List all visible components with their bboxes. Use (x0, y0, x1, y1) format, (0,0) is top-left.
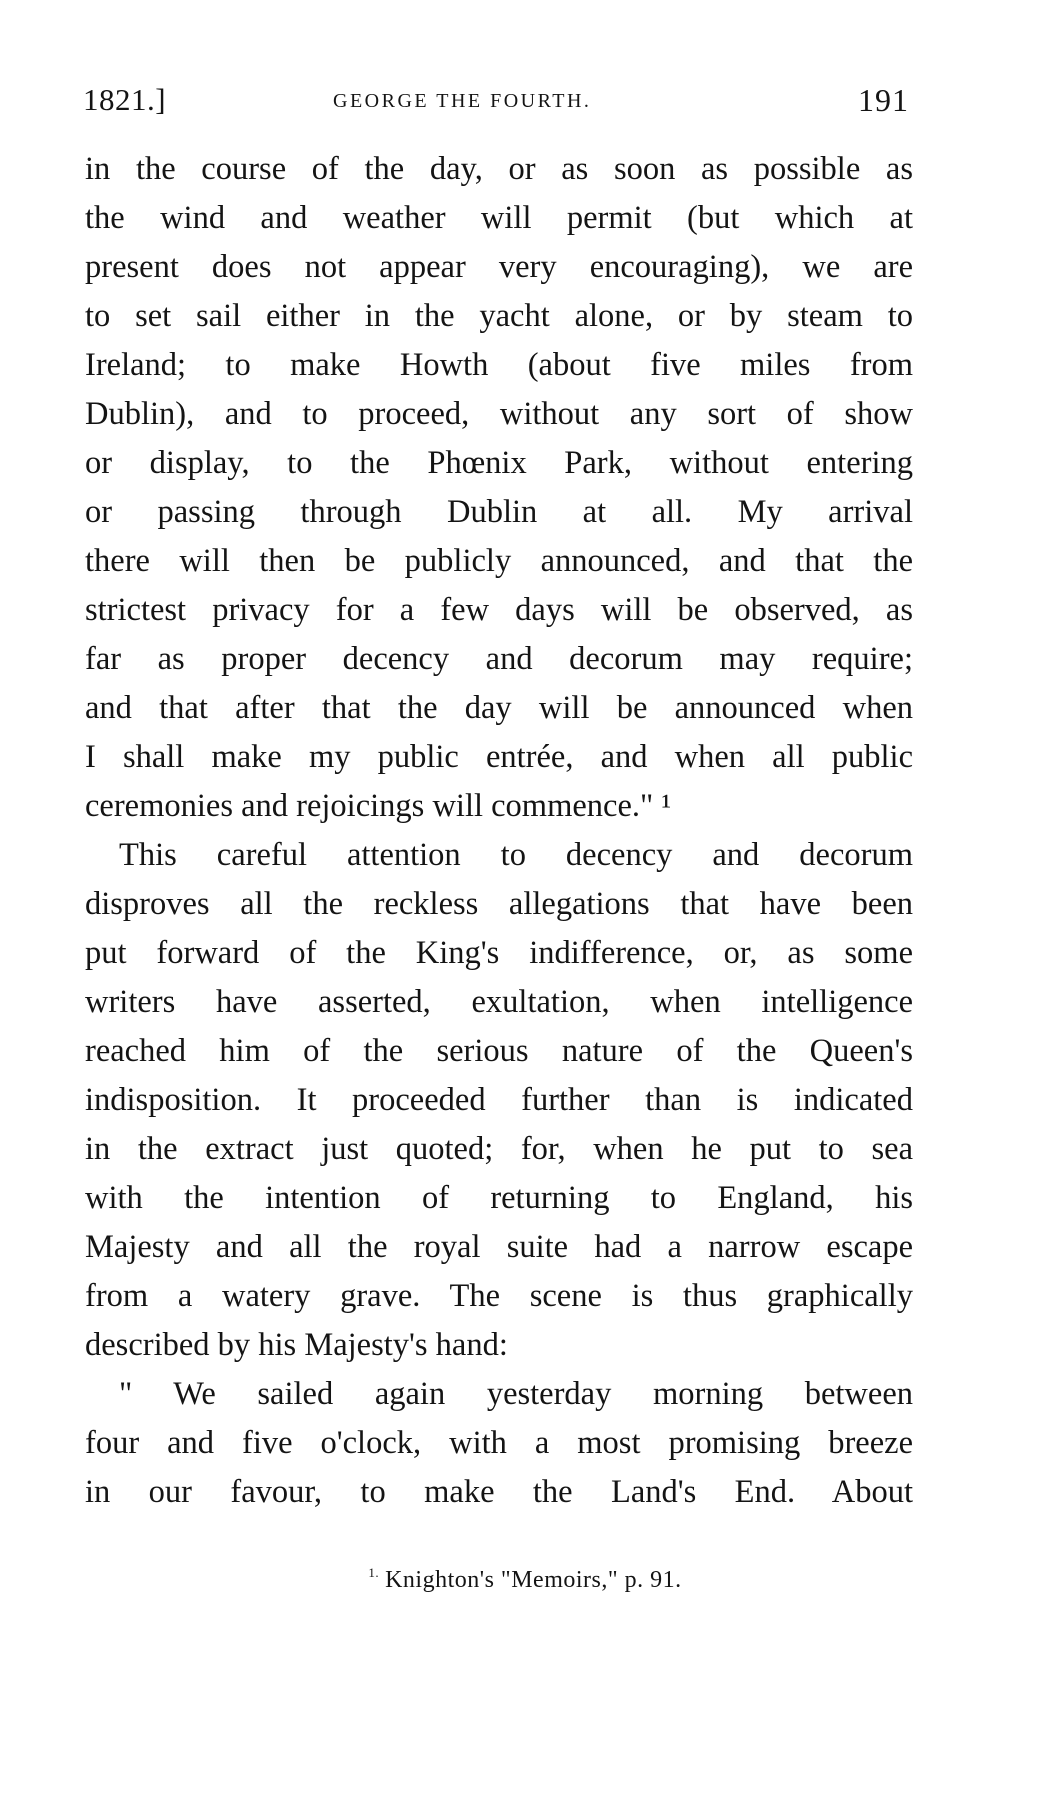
running-header (83, 82, 913, 126)
text-line: present does not appear very encouraging), we are (85, 249, 913, 285)
text-line: with the intention of returning to England, his (85, 1180, 913, 1216)
page-number: 191 (858, 82, 909, 118)
text-line: far as proper decency and decorum may require; (85, 641, 913, 677)
header-date: 1821.] (83, 82, 167, 117)
text-line: in our favour, to make the Land's End. About (85, 1474, 913, 1510)
text-line: I shall make my public entrée, and when all public (85, 739, 913, 775)
footnote (0, 1565, 1050, 1594)
text-line: from a watery grave. The scene is thus graphically (85, 1278, 913, 1314)
text-line: or display, to the Phœnix Park, without entering (85, 445, 913, 481)
text-line: " We sailed again yesterday morning between (119, 1376, 913, 1412)
footnote-mark: 1. (368, 1565, 380, 1580)
text-line: four and five o'clock, with a most promising breeze (85, 1425, 913, 1461)
text-line: there will then be publicly announced, and that the (85, 543, 913, 579)
text-line: reached him of the serious nature of the Queen's (85, 1033, 913, 1069)
text-line: in the extract just quoted; for, when he put to sea (85, 1131, 913, 1167)
text-line: the wind and weather will permit (but which at (85, 200, 913, 236)
footnote-text: Knighton's "Memoirs," p. 91. (385, 1567, 682, 1593)
text-line: strictest privacy for a few days will be observed, as (85, 592, 913, 628)
text-line: ceremonies and rejoicings will commence." ¹ (85, 788, 672, 824)
text-line: This careful attention to decency and decorum (119, 837, 913, 873)
body-text (85, 145, 913, 1517)
text-line: Majesty and all the royal suite had a narrow escape (85, 1229, 913, 1265)
text-line: put forward of the King's indifference, or, as some (85, 935, 913, 971)
text-line: or passing through Dublin at all. My arrival (85, 494, 913, 530)
text-line: and that after that the day will be announced when (85, 690, 913, 726)
text-line: disproves all the reckless allegations that have been (85, 886, 913, 922)
text-line: described by his Majesty's hand: (85, 1327, 508, 1363)
text-line: Ireland; to make Howth (about five miles from (85, 347, 913, 383)
text-line: to set sail either in the yacht alone, or by steam to (85, 298, 913, 334)
text-line: writers have asserted, exultation, when intelligence (85, 984, 913, 1020)
header-running-title: GEORGE THE FOURTH. (333, 90, 592, 112)
text-line: in the course of the day, or as soon as possible as (85, 151, 913, 187)
text-line: Dublin), and to proceed, without any sort of show (85, 396, 913, 432)
text-line: indisposition. It proceeded further than is indicated (85, 1082, 913, 1118)
